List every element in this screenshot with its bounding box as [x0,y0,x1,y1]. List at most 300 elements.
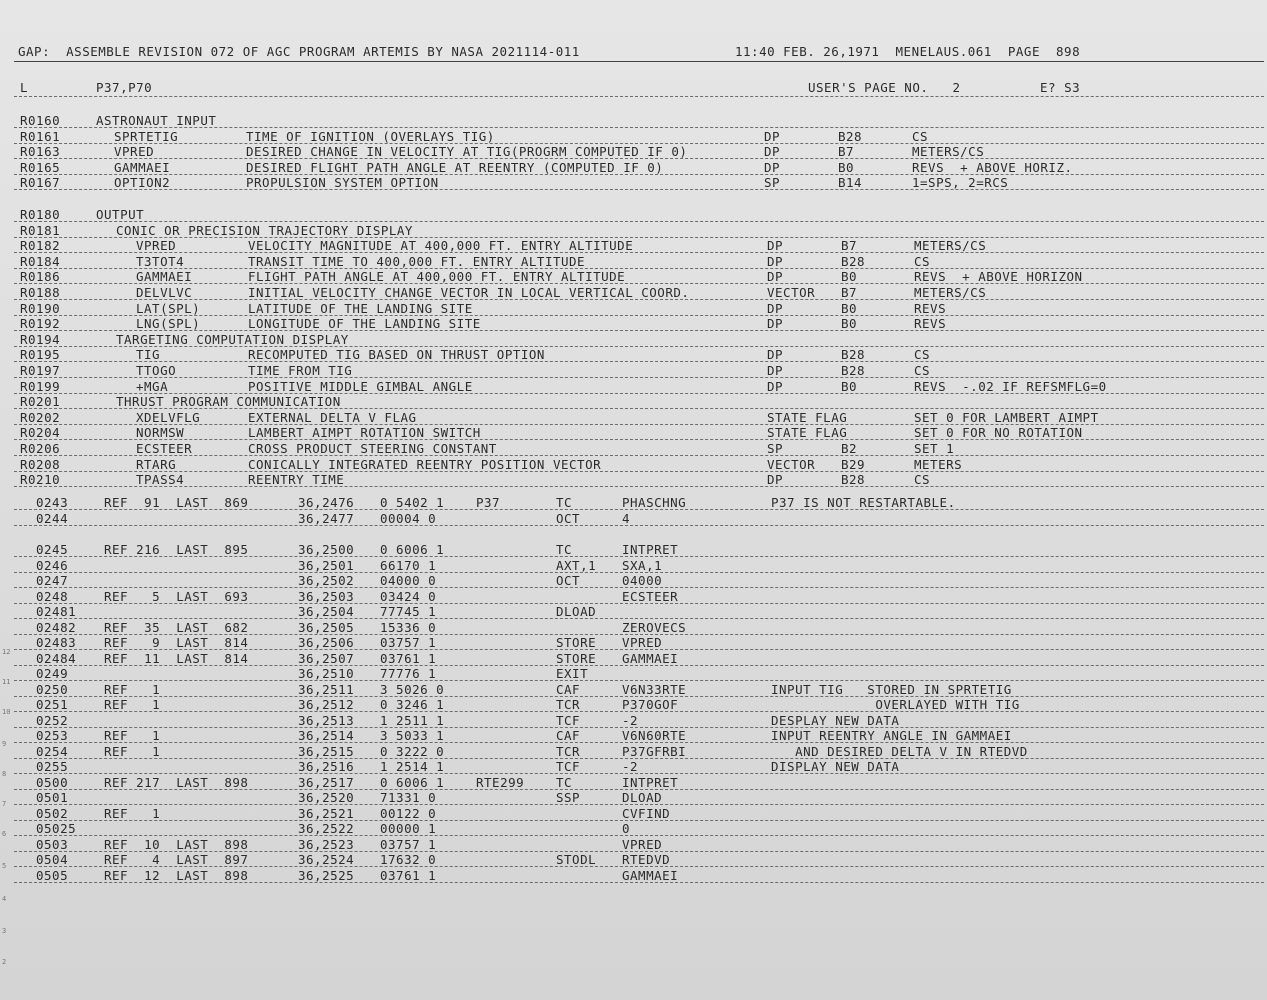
data-type: SP [764,175,781,190]
output-row [0,238,1267,253]
rule [14,377,1264,378]
output-row [0,254,1267,269]
operand: GAMMAEI [622,868,679,883]
operand: 4 [622,511,631,526]
rule [14,618,1264,619]
units: CS [912,129,929,144]
rule [14,221,1264,222]
opcode: SSP [556,790,581,805]
row-id: R0199 [20,379,61,394]
row-id: R0188 [20,285,61,300]
address: 36,2507 [298,651,355,666]
line-number: 0251 [36,697,69,712]
variable-description: VELOCITY MAGNITUDE AT 400,000 FT. ENTRY ALTITUDE [248,238,634,253]
scale-factor: B0 [841,379,858,394]
row-id: R0202 [20,410,61,425]
code-line [0,744,1267,759]
address: 36,2523 [298,837,355,852]
line-number: 0501 [36,790,69,805]
operand: INTPRET [622,775,679,790]
variable-description: EXTERNAL DELTA V FLAG [248,410,417,425]
variable-description: CROSS PRODUCT STEERING CONSTANT [248,441,497,456]
output-row [0,207,1267,222]
rule [14,252,1264,253]
variable-description: TIME OF IGNITION (OVERLAYS TIG) [246,129,495,144]
line-number: 0503 [36,837,69,852]
scale-factor: B29 [841,457,866,472]
address: 36,2515 [298,744,355,759]
output-row [0,347,1267,362]
address: 36,2525 [298,868,355,883]
reference: REF 4 LAST 897 [104,852,249,867]
address: 36,2501 [298,558,355,573]
opcode: CAF [556,682,581,697]
rule [14,835,1264,836]
variable-name: TPASS4 [136,472,185,487]
data-type: STATE FLAG [767,425,848,440]
code-line [0,573,1267,588]
address: 36,2524 [298,852,355,867]
margin-mark: 7 [2,800,7,808]
header-rule [14,61,1264,62]
margin-mark: 2 [2,958,7,966]
address: 36,2500 [298,542,355,557]
units: METERS/CS [914,285,987,300]
address: 36,2512 [298,697,355,712]
row-id: R0201 [20,394,61,409]
comment: INPUT REENTRY ANGLE IN GAMMAEI [771,728,1012,743]
output-row [0,394,1267,409]
octal-word: 71331 0 [380,790,437,805]
input-row [0,160,1267,175]
data-type: VECTOR [767,457,816,472]
operand: P37GFRBI [622,744,687,759]
data-type: SP [767,441,784,456]
octal-word: 00004 0 [380,511,437,526]
reference: REF 9 LAST 814 [104,635,249,650]
address: 36,2504 [298,604,355,619]
line-number: 0254 [36,744,69,759]
row-id: R0165 [20,160,61,175]
line-number: 0252 [36,713,69,728]
opcode: STODL [556,852,597,867]
data-type: DP [764,160,781,175]
octal-word: 17632 0 [380,852,437,867]
line-number: 0505 [36,868,69,883]
octal-word: 77745 1 [380,604,437,619]
row-id: R0190 [20,301,61,316]
rule [14,680,1264,681]
rule [14,509,1264,510]
opcode: STORE [556,651,597,666]
variable-name: TIG [136,347,161,362]
code-line [0,821,1267,836]
data-type: VECTOR [767,285,816,300]
row-id: R0192 [20,316,61,331]
variable-name: VPRED [114,144,155,159]
address: 36,2513 [298,713,355,728]
log-section-line [0,80,1267,95]
code-line [0,542,1267,557]
opcode: AXT,1 [556,558,597,573]
operand: 0 [622,821,631,836]
variable-name: THRUST PROGRAM COMMUNICATION [116,394,341,409]
scale-factor: B0 [841,316,858,331]
octal-word: 03757 1 [380,635,437,650]
address: 36,2521 [298,806,355,821]
units: METERS [914,457,963,472]
operand: ECSTEER [622,589,679,604]
rule [14,283,1264,284]
reference: REF 216 LAST 895 [104,542,249,557]
octal-word: 0 3222 0 [380,744,445,759]
code-line [0,868,1267,883]
variable-name: LNG(SPL) [136,316,201,331]
data-type: DP [767,269,784,284]
code-line [0,589,1267,604]
address: 36,2506 [298,635,355,650]
label: RTE299 [476,775,525,790]
output-row [0,332,1267,347]
reference: REF 1 [104,697,161,712]
rule [14,96,1264,97]
code-line [0,495,1267,510]
variable-description: FLIGHT PATH ANGLE AT 400,000 FT. ENTRY ALTITUDE [248,269,626,284]
operand: SXA,1 [622,558,663,573]
address: 36,2516 [298,759,355,774]
opcode: TC [556,495,573,510]
rule [14,866,1264,867]
line-number: 0244 [36,511,69,526]
output-row [0,457,1267,472]
variable-name: CONIC OR PRECISION TRAJECTORY DISPLAY [116,223,413,238]
margin-mark: 4 [2,895,7,903]
address: 36,2522 [298,821,355,836]
octal-word: 1 2514 1 [380,759,445,774]
variable-name: TTOGO [136,363,177,378]
operand: P370GOF [622,697,679,712]
units: SET 0 FOR LAMBERT AIMPT [914,410,1099,425]
address: 36,2510 [298,666,355,681]
units: METERS/CS [912,144,985,159]
variable-name: GAMMAEI [136,269,193,284]
operand: VPRED [622,837,663,852]
opcode: OCT [556,511,581,526]
scale-factor: B14 [838,175,863,190]
line-number: 05025 [36,821,77,836]
variable-name: OPTION2 [114,175,171,190]
units: SET 0 FOR NO ROTATION [914,425,1083,440]
scale-factor: B28 [838,129,863,144]
row-id: R0160 [20,113,61,128]
variable-description: REENTRY TIME [248,472,345,487]
code-line [0,852,1267,867]
row-id: R0208 [20,457,61,472]
variable-description: LONGITUDE OF THE LANDING SITE [248,316,481,331]
reference: REF 12 LAST 898 [104,868,249,883]
row-id: R0195 [20,347,61,362]
operand: -2 [622,713,639,728]
data-type: DP [767,472,784,487]
units: 1=SPS, 2=RCS [912,175,1009,190]
opcode: TC [556,775,573,790]
code-line [0,620,1267,635]
output-row [0,379,1267,394]
comment: P37 IS NOT RESTARTABLE. [771,495,956,510]
variable-name: GAMMAEI [114,160,171,175]
rule [14,361,1264,362]
variable-name: LAT(SPL) [136,301,201,316]
variable-name: TARGETING COMPUTATION DISPLAY [116,332,349,347]
operand: CVFIND [622,806,671,821]
rule [14,158,1264,159]
row-id: R0204 [20,425,61,440]
line-number: 0255 [36,759,69,774]
octal-word: 00122 0 [380,806,437,821]
rule [14,299,1264,300]
octal-word: 66170 1 [380,558,437,573]
octal-word: 0 5402 1 [380,495,445,510]
code-line [0,837,1267,852]
code-line [0,697,1267,712]
line-number: 02483 [36,635,77,650]
output-row [0,363,1267,378]
rule [14,649,1264,650]
data-type: DP [767,379,784,394]
header-line [0,44,1267,59]
scale-factor: B7 [838,144,855,159]
units: METERS/CS [914,238,987,253]
code-line [0,558,1267,573]
rule [14,486,1264,487]
operand: DLOAD [622,790,663,805]
data-type: DP [767,316,784,331]
address: 36,2517 [298,775,355,790]
octal-word: 03424 0 [380,589,437,604]
address: 36,2520 [298,790,355,805]
margin-mark: 9 [2,740,7,748]
variable-description: RECOMPUTED TIG BASED ON THRUST OPTION [248,347,545,362]
margin-mark: 5 [2,862,7,870]
line-number: 0243 [36,495,69,510]
margin-mark: 11 [2,678,11,686]
line-number: 0500 [36,775,69,790]
units: CS [914,347,931,362]
label: P37 [476,495,501,510]
address: 36,2505 [298,620,355,635]
line-number: 0247 [36,573,69,588]
opcode: DLOAD [556,604,597,619]
page-code: E? S3 [1040,80,1081,95]
variable-name: DELVLVC [136,285,193,300]
rule [14,773,1264,774]
rule [14,742,1264,743]
reference: REF 11 LAST 814 [104,651,249,666]
code-line [0,682,1267,697]
operand: GAMMAEI [622,651,679,666]
row-id: R0167 [20,175,61,190]
output-row [0,285,1267,300]
opcode: TCR [556,744,581,759]
output-row [0,269,1267,284]
margin-mark: 8 [2,770,7,778]
users-page-no: USER'S PAGE NO. 2 [808,80,961,95]
rule [14,330,1264,331]
row-id: R0206 [20,441,61,456]
rule [14,189,1264,190]
operand: 04000 [622,573,663,588]
variable-name: ASTRONAUT INPUT [96,113,217,128]
rule [14,804,1264,805]
row-id: R0184 [20,254,61,269]
rule [14,525,1264,526]
units: REVS [914,301,947,316]
octal-word: 0 6006 1 [380,775,445,790]
address: 36,2511 [298,682,355,697]
variable-name: OUTPUT [96,207,145,222]
variable-name: NORMSW [136,425,185,440]
units: REVS -.02 IF REFSMFLG=0 [914,379,1107,394]
code-line [0,790,1267,805]
scale-factor: B28 [841,363,866,378]
comment: INPUT TIG STORED IN SPRTETIG [771,682,1012,697]
variable-name: ECSTEER [136,441,193,456]
data-type: DP [767,238,784,253]
row-id: R0186 [20,269,61,284]
octal-word: 3 5026 0 [380,682,445,697]
line-number: 02484 [36,651,77,666]
row-id: R0197 [20,363,61,378]
data-type: DP [767,301,784,316]
comment: OVERLAYED WITH TIG [771,697,1020,712]
output-row [0,410,1267,425]
opcode: TCF [556,759,581,774]
rule [14,882,1264,883]
margin-mark: 12 [2,648,11,656]
code-line [0,604,1267,619]
data-type: DP [767,363,784,378]
input-row [0,113,1267,128]
octal-word: 15336 0 [380,620,437,635]
rule [14,587,1264,588]
scale-factor: B0 [841,301,858,316]
reference: REF 217 LAST 898 [104,775,249,790]
log-section: P37,P70 [96,80,153,95]
code-line [0,759,1267,774]
row-id: R0194 [20,332,61,347]
line-number: 0245 [36,542,69,557]
scale-factor: B7 [841,238,858,253]
opcode: TC [556,542,573,557]
rule [14,439,1264,440]
header-time-page: 11:40 FEB. 26,1971 MENELAUS.061 PAGE 898 [735,44,1081,59]
output-row [0,472,1267,487]
margin-mark: 10 [2,708,11,716]
comment: AND DESIRED DELTA V IN RTEDVD [771,744,1028,759]
operand: V6N60RTE [622,728,687,743]
data-type: DP [767,254,784,269]
variable-description: CONICALLY INTEGRATED REENTRY POSITION VECTOR [248,457,602,472]
operand: V6N33RTE [622,682,687,697]
octal-word: 1 2511 1 [380,713,445,728]
data-type: DP [764,144,781,159]
variable-description: LAMBERT AIMPT ROTATION SWITCH [248,425,481,440]
code-line [0,713,1267,728]
scale-factor: B7 [841,285,858,300]
margin-mark: 3 [2,927,7,935]
variable-description: LATITUDE OF THE LANDING SITE [248,301,473,316]
code-line [0,806,1267,821]
output-row [0,425,1267,440]
variable-name: VPRED [136,238,177,253]
reference: REF 91 LAST 869 [104,495,249,510]
units: CS [914,363,931,378]
reference: REF 10 LAST 898 [104,837,249,852]
code-line [0,635,1267,650]
line-number: 02482 [36,620,77,635]
variable-description: INITIAL VELOCITY CHANGE VECTOR IN LOCAL VERTICAL COORD. [248,285,690,300]
operand: INTPRET [622,542,679,557]
input-row [0,129,1267,144]
code-line [0,511,1267,526]
units: REVS + ABOVE HORIZON [914,269,1083,284]
octal-word: 0 3246 1 [380,697,445,712]
opcode: TCF [556,713,581,728]
line-number: 0504 [36,852,69,867]
reference: REF 1 [104,728,161,743]
reference: REF 35 LAST 682 [104,620,249,635]
line-number: 02481 [36,604,77,619]
reference: REF 1 [104,682,161,697]
variable-description: PROPULSION SYSTEM OPTION [246,175,439,190]
operand: VPRED [622,635,663,650]
code-line [0,728,1267,743]
scale-factor: B28 [841,254,866,269]
scale-factor: B28 [841,347,866,362]
operand: RTEDVD [622,852,671,867]
code-line [0,651,1267,666]
line-number: 0502 [36,806,69,821]
row-id: R0163 [20,144,61,159]
rule [14,455,1264,456]
opcode: CAF [556,728,581,743]
reference: REF 5 LAST 693 [104,589,249,604]
comment: DESPLAY NEW DATA [771,713,900,728]
address: 36,2477 [298,511,355,526]
opcode: OCT [556,573,581,588]
variable-name: RTARG [136,457,177,472]
margin-mark: 6 [2,830,7,838]
octal-word: 03761 1 [380,868,437,883]
scale-factor: B0 [841,269,858,284]
row-id: R0181 [20,223,61,238]
address: 36,2503 [298,589,355,604]
opcode: TCR [556,697,581,712]
operand: ZEROVECS [622,620,687,635]
opcode: EXIT [556,666,589,681]
units: REVS [914,316,947,331]
scale-factor: B0 [838,160,855,175]
row-id: R0180 [20,207,61,222]
input-row [0,144,1267,159]
output-row [0,223,1267,238]
line-number: 0246 [36,558,69,573]
operand: -2 [622,759,639,774]
variable-description: DESIRED CHANGE IN VELOCITY AT TIG(PROGRM COMPUTED IF 0) [246,144,688,159]
row-id: R0210 [20,472,61,487]
units: CS [914,254,931,269]
operand: PHASCHNG [622,495,687,510]
